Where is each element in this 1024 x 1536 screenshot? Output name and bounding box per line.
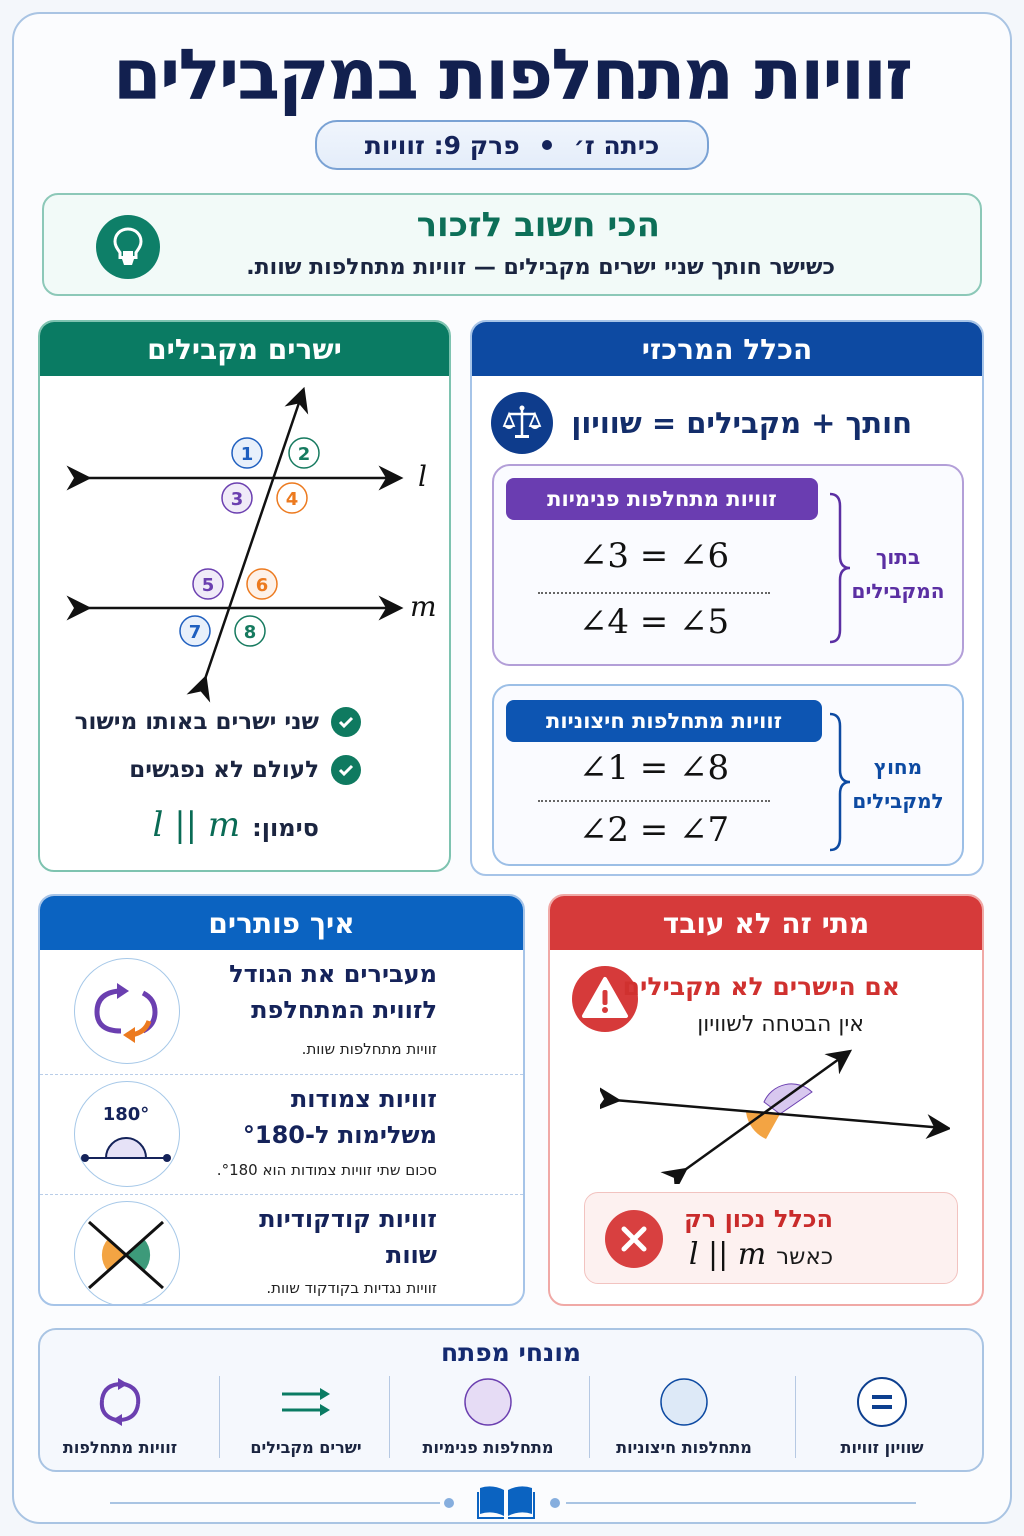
property-item xyxy=(75,707,361,737)
formula-row xyxy=(491,392,912,454)
angle-label-6: 6 xyxy=(255,575,269,596)
property-text: לעולם לא נפגשים xyxy=(129,757,319,783)
divider xyxy=(589,1376,591,1458)
title-line: זוויות קודקודיות xyxy=(259,1205,437,1233)
central-rule-header: הכלל המרכזי xyxy=(472,322,982,376)
title-line: זוויות צמודות xyxy=(290,1085,437,1113)
svg-text:180°: 180° xyxy=(102,1104,150,1125)
reminder-heading: הכי חשוב לזכור xyxy=(416,205,660,245)
interior-label: זוויות מתחלפות פנימיות xyxy=(506,478,818,520)
rule-math: l || m xyxy=(688,1237,767,1272)
title-line: לזווית המתחלפת xyxy=(251,996,437,1024)
cycle-arrows-icon xyxy=(94,1376,146,1428)
footer-divider xyxy=(110,1502,440,1504)
angle-label-8: 8 xyxy=(243,622,257,643)
how-to-solve-header: איך פותרים xyxy=(40,896,523,950)
key-term xyxy=(792,1372,972,1468)
separator-dot xyxy=(542,140,552,150)
key-term xyxy=(398,1372,578,1468)
rule-condition xyxy=(689,1237,833,1272)
notation-label: סימון: xyxy=(252,814,319,842)
dotted-divider xyxy=(538,800,770,802)
chapter-label: פרק 9: זוויות xyxy=(364,130,520,160)
dotted-divider xyxy=(538,592,770,594)
key-term-label: שוויון זוויות xyxy=(840,1438,924,1457)
how-to-solve-card xyxy=(38,894,525,1306)
angle-label-1: 1 xyxy=(240,444,254,465)
property-item xyxy=(129,755,361,785)
parallel-lines-card xyxy=(38,320,451,872)
parallel-lines-header: ישרים מקבילים xyxy=(40,322,449,376)
line-label-m: m xyxy=(410,590,437,623)
angle-label-2: 2 xyxy=(297,444,311,465)
key-term xyxy=(216,1372,396,1468)
when-it-fails-header: מתי זה לא עובד xyxy=(550,896,982,950)
vertical-angles-icon xyxy=(74,1201,180,1306)
parallel-arrows-icon xyxy=(280,1376,332,1428)
check-icon xyxy=(331,707,361,737)
key-term-label: ישרים מקבילים xyxy=(250,1438,362,1457)
side-label-line: המקבילים xyxy=(851,579,945,603)
lightbulb-icon xyxy=(96,215,160,279)
solve-step-title xyxy=(259,1201,437,1273)
footer-dot xyxy=(444,1498,454,1508)
side-label-line: למקבילים xyxy=(852,789,944,813)
exterior-angles-box xyxy=(492,684,964,866)
angle-label-4: 4 xyxy=(285,489,299,510)
angle-label-7: 7 xyxy=(188,622,202,643)
interior-side-label xyxy=(848,540,948,608)
key-terms-heading: מונחי מפתח xyxy=(440,1338,582,1367)
reminder-text: כשישר חותך שניי ישרים מקבילים — זוויות מתחלפות שוות. xyxy=(246,255,835,280)
warning-title: אם הישרים לא מקבילים xyxy=(622,972,900,1001)
angle-label-5: 5 xyxy=(201,575,215,596)
equals-circle-icon xyxy=(856,1376,908,1428)
x-circle-icon xyxy=(605,1210,663,1268)
property-text: שני ישרים באותו מישור xyxy=(74,709,319,735)
title-line: משלימות ל-°180 xyxy=(242,1121,437,1149)
divider xyxy=(795,1376,797,1458)
title-line: מעבירים את הגודל xyxy=(229,960,437,988)
rule-prefix: כאשר xyxy=(776,1244,833,1270)
solve-step xyxy=(40,1074,523,1194)
solve-step-title xyxy=(229,956,437,1028)
side-label-line: מחוץ xyxy=(873,755,923,779)
open-book-icon xyxy=(476,1484,536,1520)
equation: ∠3 = ∠6 xyxy=(578,536,730,576)
subtitle-badge xyxy=(315,120,709,170)
footer-divider xyxy=(566,1502,916,1504)
title-line: שוות xyxy=(385,1241,437,1269)
equation: ∠2 = ∠7 xyxy=(578,810,730,850)
angle-label-3: 3 xyxy=(230,489,244,510)
key-reminder-box xyxy=(42,193,982,296)
blue-circle-icon xyxy=(658,1376,710,1428)
interior-angles-box xyxy=(492,464,964,666)
key-term xyxy=(30,1372,210,1468)
equation: ∠1 = ∠8 xyxy=(578,748,730,788)
key-term-label: זוויות מתחלפות xyxy=(62,1438,178,1457)
divider xyxy=(219,1376,221,1458)
page-title: זוויות מתחלפות במקבילים xyxy=(113,34,911,116)
solve-step-note: זוויות מתחלפות שוות. xyxy=(301,1040,437,1058)
supplementary-angle-icon xyxy=(74,1081,180,1187)
central-rule-card xyxy=(470,320,984,876)
solve-step-title xyxy=(243,1081,437,1153)
exterior-side-label xyxy=(848,750,948,818)
solve-step xyxy=(40,1194,523,1306)
solve-step xyxy=(40,954,523,1074)
non-parallel-diagram xyxy=(600,1044,950,1184)
solve-step-note: זוויות נגדיות בקודקוד שוות. xyxy=(266,1279,437,1297)
rule-title: הכלל נכון רק xyxy=(684,1205,833,1233)
purple-circle-icon xyxy=(462,1376,514,1428)
transversal-diagram xyxy=(40,376,451,706)
check-icon xyxy=(331,755,361,785)
exterior-label: זוויות מתחלפות חיצוניות xyxy=(506,700,822,742)
line-label-l: l xyxy=(418,460,427,493)
notation-math: l || m xyxy=(152,805,241,845)
formula-text: חותך + מקבילים = שוויון xyxy=(571,406,912,440)
swap-cycle-icon xyxy=(74,958,180,1064)
scale-icon xyxy=(491,392,553,454)
notation-row xyxy=(153,805,319,845)
warning-subtitle: אין הבטחה לשוויון xyxy=(697,1012,864,1037)
key-term-label: מתחלפות פנימיות xyxy=(422,1438,554,1457)
solve-step-note: סכום שתי זוויות צמודות הוא °180. xyxy=(216,1161,437,1179)
when-it-fails-card xyxy=(548,894,984,1306)
side-label-line: בתוך xyxy=(875,545,921,569)
key-term xyxy=(594,1372,774,1468)
rule-condition-box xyxy=(584,1192,958,1284)
equation: ∠4 = ∠5 xyxy=(578,602,730,642)
grade-label: כיתה ז׳ xyxy=(573,130,660,160)
key-terms-panel xyxy=(38,1328,984,1472)
key-term-label: מתחלפות חיצוניות xyxy=(616,1438,752,1457)
footer-dot xyxy=(550,1498,560,1508)
